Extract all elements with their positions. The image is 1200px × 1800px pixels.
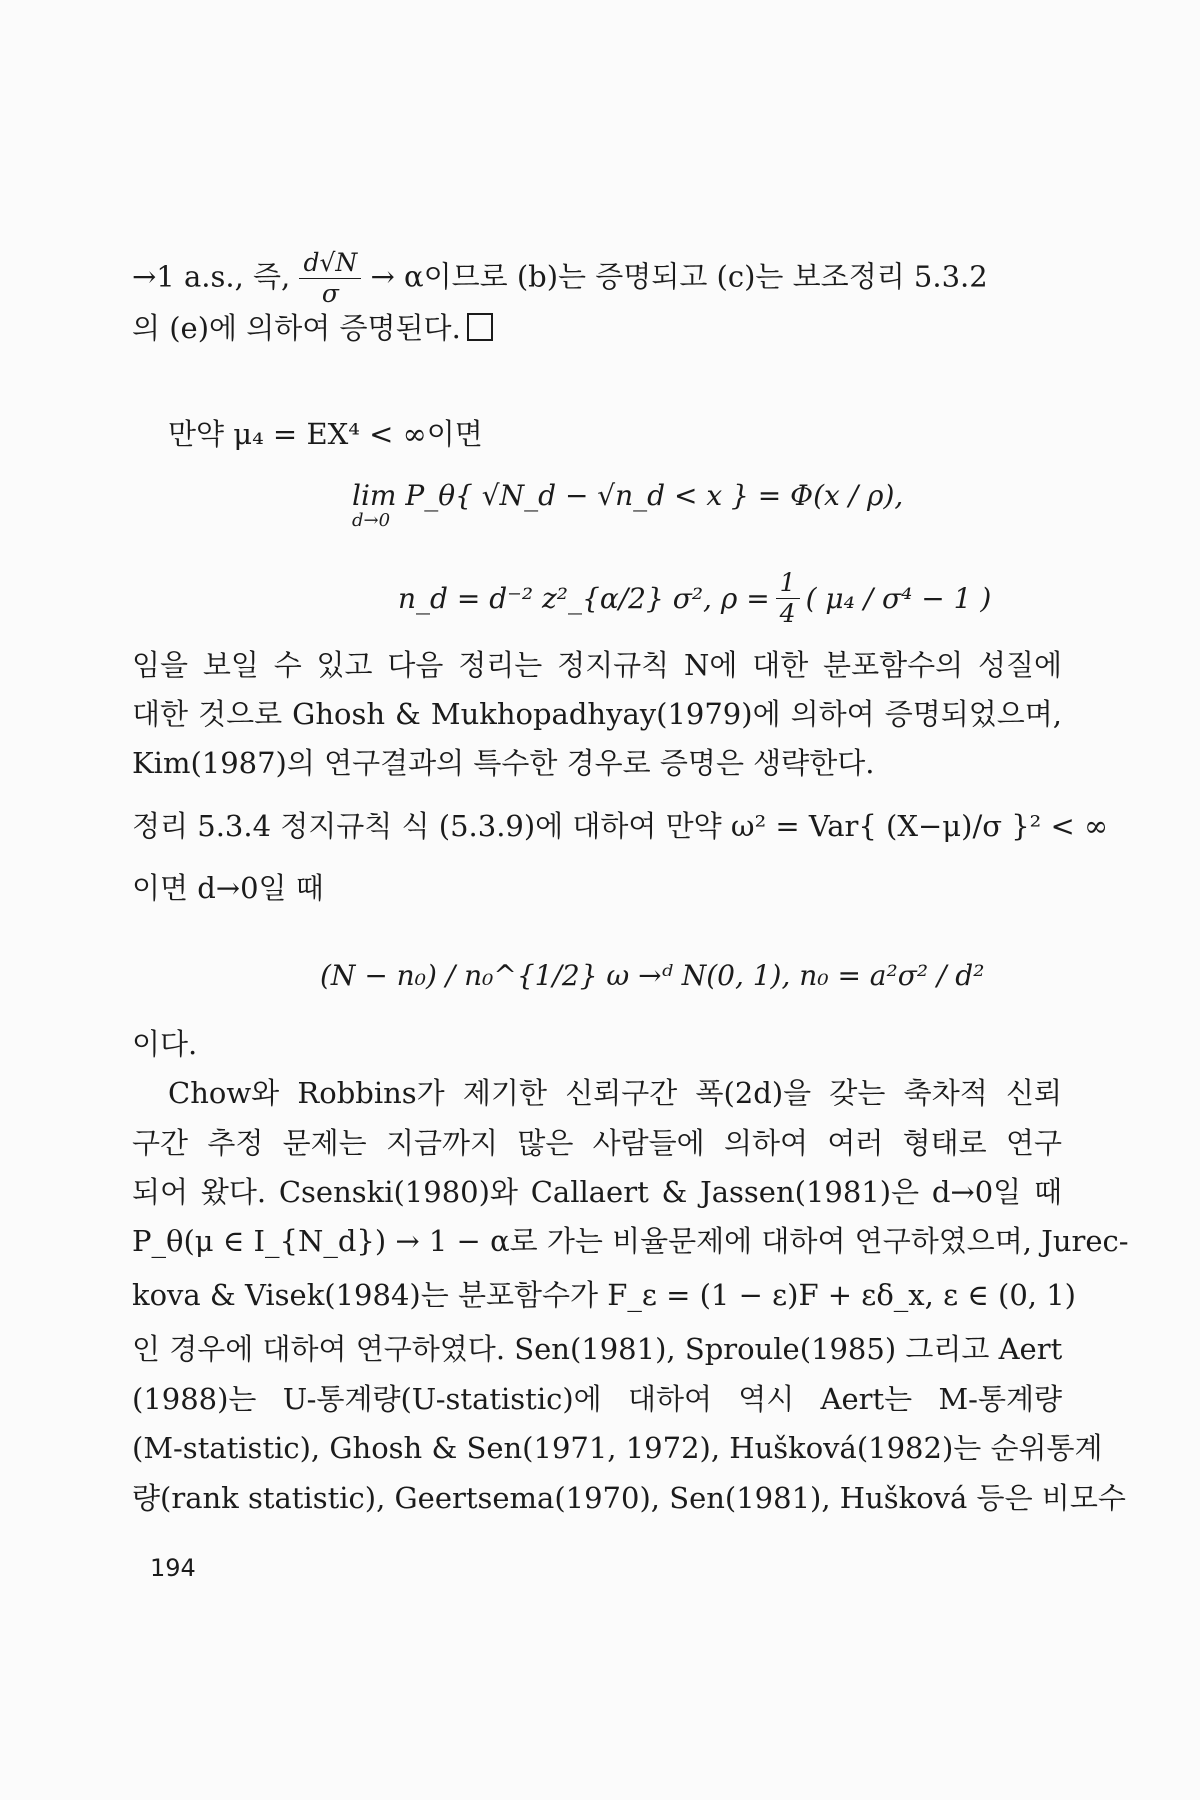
asymptotic-normal-equation: (N − n₀) / n₀^{1/2} ω →ᵈ N(0, 1), n₀ = a²σ² / d² — [320, 959, 985, 992]
quarter-denominator: 4 — [779, 599, 796, 628]
fraction-d-root-n-over-sigma — [299, 248, 361, 309]
text-line-8: 이면 d→0일 때 — [132, 871, 324, 905]
line-1-end: → α이므로 (b)는 증명되고 (c)는 보조정리 5.3.2 — [370, 259, 988, 294]
line-2-text: 의 (e)에 의하여 증명된다. — [132, 311, 461, 345]
text-line-1 — [132, 248, 1062, 309]
qed-box-icon — [467, 313, 493, 341]
limit-subscript: d→0 — [352, 510, 391, 531]
fraction-denominator: σ — [321, 279, 339, 308]
paragraph-line-4: P_θ(μ ∈ I_{N_d}) → 1 − α로 가는 비율문제에 대하여 연구하였으며, Jurec- — [132, 1224, 1129, 1258]
paragraph-line-9: 량(rank statistic), Geertsema(1970), Sen(1981), Hušková 등은 비모수 — [132, 1481, 1126, 1515]
nd-equation-text: n_d = d⁻² z²_{α/2} σ², ρ = — [398, 581, 770, 615]
paragraph-line-3: 되어 왔다. Csenski(1980)와 Callaert & Jassen(1981)은 d→0일 때 — [132, 1175, 1062, 1209]
limit-equation-text: lim P_θ{ √N_d − √n_d < x } = Φ(x / ρ), — [352, 479, 904, 512]
page-number: 194 — [150, 1554, 196, 1582]
paragraph-line-2: 구간 추정 문제는 지금까지 많은 사람들에 의하여 여러 형태로 연구 — [132, 1126, 1062, 1160]
theorem-5-3-4: 정리 5.3.4 정지규칙 식 (5.3.9)에 대하여 만약 ω² = Var{ (X−μ)/σ }² < ∞ — [132, 809, 1109, 843]
text-line-5: 대한 것으로 Ghosh & Mukhopadhyay(1979)에 의하여 증명되었으며, — [132, 697, 1062, 731]
text-line-2 — [132, 308, 1062, 348]
nd-rho-equation — [398, 568, 991, 629]
text-line-9: 이다. — [132, 1027, 198, 1061]
fraction-numerator: d√N — [299, 248, 361, 279]
rho-expression: ( μ₄ / σ⁴ − 1 ) — [805, 581, 992, 615]
text-line-6: Kim(1987)의 연구결과의 특수한 경우로 증명은 생략한다. — [132, 746, 875, 780]
fraction-one-quarter — [776, 568, 800, 629]
paragraph-line-7: (1988)는 U-통계량(U-statistic)에 대하여 역시 Aert는 M-통계량 — [132, 1382, 1062, 1416]
text-line-3: 만약 μ₄ = EX⁴ < ∞이면 — [168, 417, 483, 451]
line-1-start: →1 a.s., 즉, — [132, 259, 291, 294]
limit-equation — [352, 478, 903, 514]
quarter-numerator: 1 — [776, 568, 800, 599]
paragraph-line-6: 인 경우에 대하여 연구하였다. Sen(1981), Sproule(1985) 그리고 Aert — [132, 1332, 1063, 1366]
text-line-4: 임을 보일 수 있고 다음 정리는 정지규칙 N에 대한 분포함수의 성질에 — [132, 648, 1062, 682]
paragraph-line-8: (M-statistic), Ghosh & Sen(1971, 1972), Hušková(1982)는 순위통계 — [132, 1431, 1103, 1465]
paragraph-line-1: Chow와 Robbins가 제기한 신뢰구간 폭(2d)을 갖는 축차적 신뢰 — [168, 1076, 1062, 1110]
paragraph-line-5: kova & Visek(1984)는 분포함수가 F_ε = (1 − ε)F + εδ_x, ε ∈ (0, 1) — [132, 1278, 1076, 1312]
